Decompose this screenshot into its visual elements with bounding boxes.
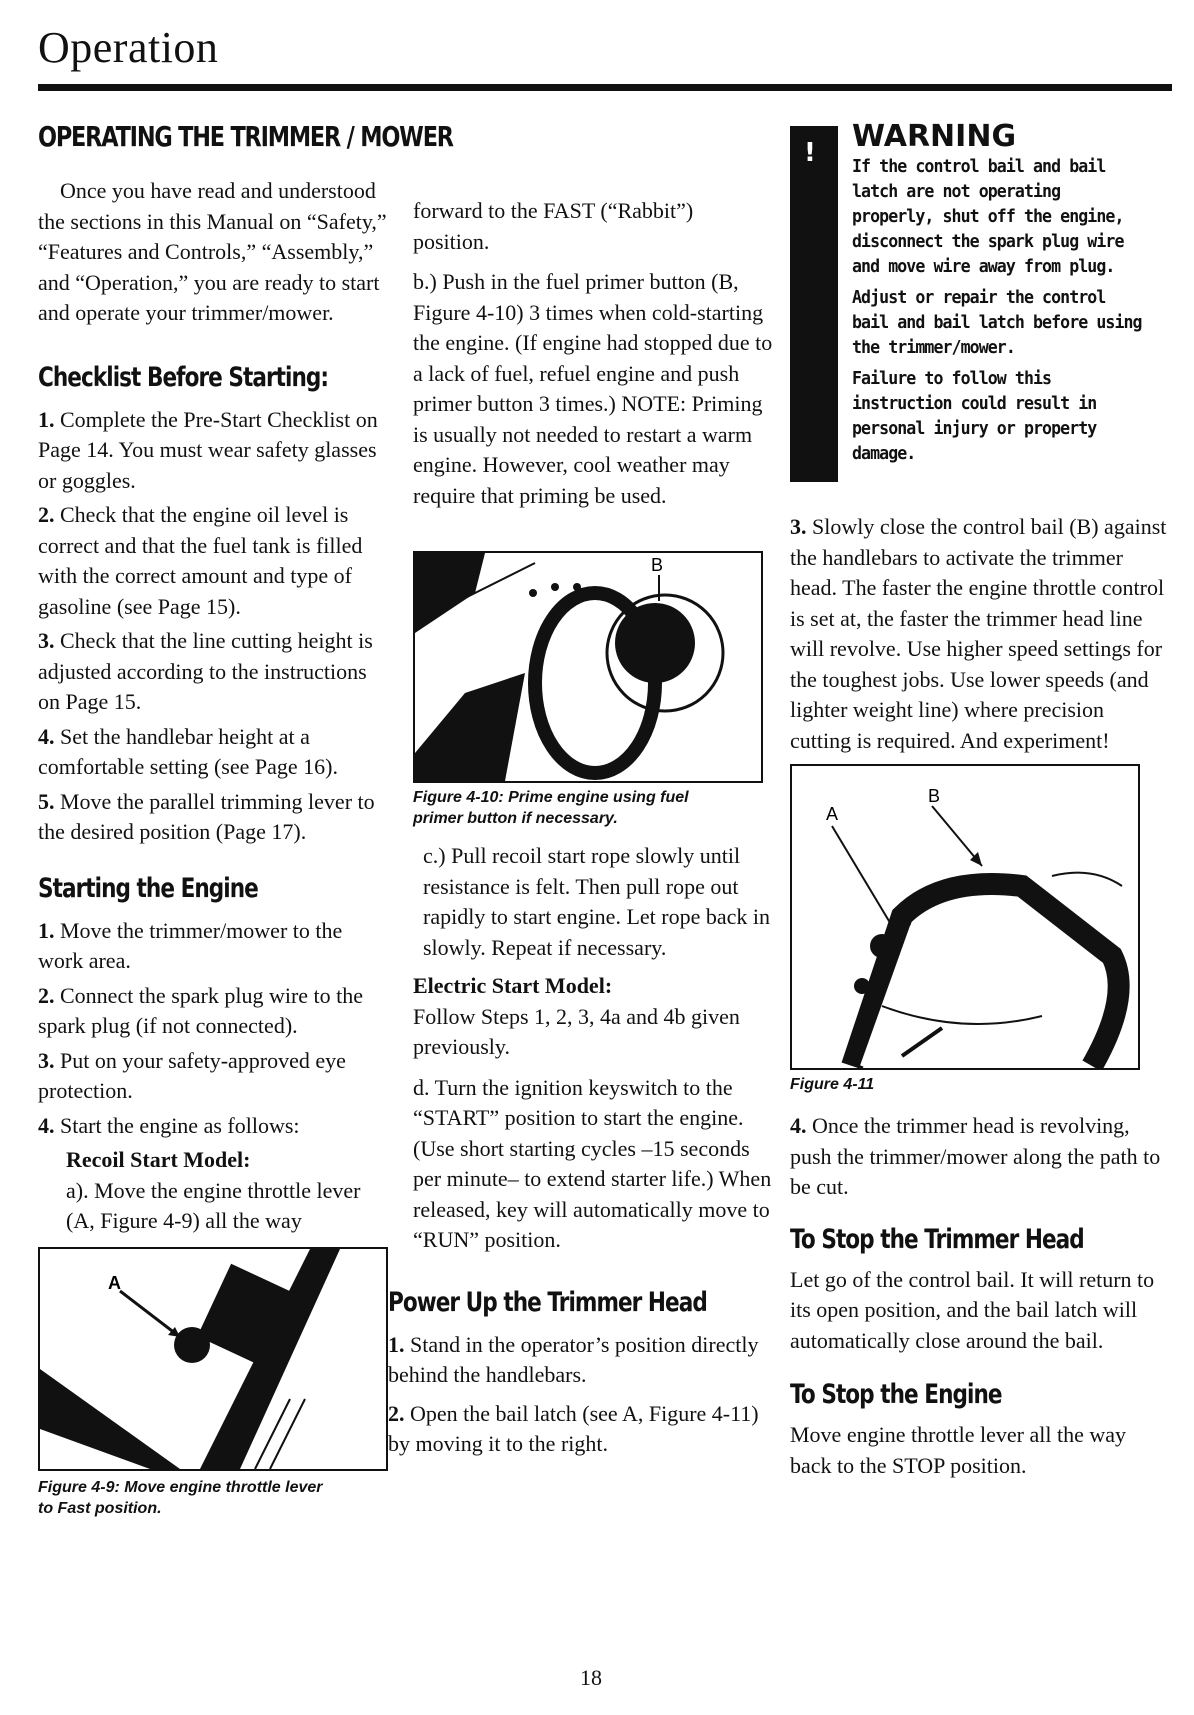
- list-item: 2. Check that the engine oil level is correct and that the fuel tank is filled with the correct amount and type of gasoline (see Page 15).: [38, 502, 363, 619]
- list-item: 3. Put on your safety-approved eye protection.: [38, 1047, 346, 1103]
- stop-engine-text: Move engine throttle lever all the way back to the STOP position.: [790, 1422, 1126, 1478]
- starting-heading: Starting the Engine: [38, 872, 258, 904]
- list-item: 2. Connect the spark plug wire to the spark plug (if not connected).: [38, 982, 364, 1038]
- recoil-heading: Recoil Start Model:: [66, 1147, 251, 1172]
- list-item: 1. Move the trimmer/mower to the work area.: [38, 917, 343, 973]
- figure-4-10-caption: Figure 4-10: Prime engine using fuel primer button if necessary.: [413, 789, 689, 827]
- figure-4-11-label-b: B: [928, 786, 941, 806]
- exclamation-icon: !: [804, 138, 816, 168]
- starting-list: [38, 916, 388, 1142]
- list-item: 1. Stand in the operator’s position directly behind the handlebars.: [388, 1331, 759, 1387]
- list-item: 5. Move the parallel trimming lever to the desired position (Page 17).: [38, 788, 375, 844]
- figure-4-9-caption: Figure 4-9: Move engine throttle lever to Fast position.: [38, 1478, 323, 1517]
- warning-text-2: Adjust or repair the control bail and bail latch before using the trimmer/mower.: [852, 287, 1142, 358]
- title-rule: [38, 84, 1172, 91]
- warning-box: [790, 120, 1170, 466]
- electric-heading: Electric Start Model:: [413, 973, 613, 998]
- intro-paragraph: Once you have read and understood the sections in this Manual on “Safety,” “Features and Controls,” “Assembly,” and “Operation,” you are ready to start and operate your trimmer/mower.: [38, 178, 387, 325]
- list-item: 4. Set the handlebar height at a comfortable setting (see Page 16).: [38, 723, 338, 779]
- column-3: [790, 120, 1170, 1481]
- page-number: 18: [580, 1665, 602, 1690]
- warning-text-1: If the control bail and bail latch are not operating properly, shut off the engine, disconnect the spark plug wire and move wire away from plug.: [852, 156, 1124, 277]
- figure-4-11-illustration: [792, 766, 1138, 1068]
- column-1: [38, 120, 453, 1519]
- recoil-step-a: a). Move the engine throttle lever (A, Figure 4-9) all the way: [66, 1177, 361, 1233]
- electric-text: Follow Steps 1, 2, 3, 4a and 4b given previously.: [413, 1003, 740, 1059]
- recoil-step-b: b.) Push in the fuel primer button (B, Figure 4-10) 3 times when cold-starting the engine. (If engine had stopped due to a lack of fuel, refuel engine and push primer button 3 times.) NOTE: Priming is usually not needed to restart a warm engine. However, cool weather may require that priming be used.: [413, 269, 773, 508]
- figure-4-9-label-a: A: [108, 1272, 121, 1293]
- power-up-list: [388, 1330, 773, 1460]
- recoil-step-a-continued: forward to the FAST (“Rabbit”) position.: [413, 198, 694, 254]
- list-item: 2. Open the bail latch (see A, Figure 4-11) by moving it to the right.: [388, 1400, 759, 1456]
- electric-step-d: d. Turn the ignition keyswitch to the “START” position to start the engine. (Use short starting cycles –15 seconds per minute– to extend starter life.) When released, key will automatically move to “RUN” position.: [413, 1074, 772, 1252]
- figure-4-9: [38, 1247, 388, 1471]
- warning-bar: [790, 126, 838, 482]
- power-step-3: 3. Slowly close the control bail (B) against the handlebars to activate the trimmer head. The faster the engine throttle control is set at, the faster the trimmer head line will revolve. Use higher speed settings for the toughest jobs. Use lower speeds (and lighter weight line) where precision cutting is required. And experiment!: [790, 514, 1167, 753]
- power-up-heading: Power Up the Trimmer Head: [388, 1286, 707, 1318]
- list-item: 3. Check that the line cutting height is adjusted according to the instructions on Page 15.: [38, 628, 373, 714]
- figure-4-9-illustration: [40, 1249, 386, 1469]
- figure-4-11: [790, 764, 1140, 1070]
- list-item: 4. Start the engine as follows:: [38, 1112, 300, 1138]
- page-title: Operation: [38, 23, 219, 72]
- stop-trimmer-heading: To Stop the Trimmer Head: [790, 1223, 1084, 1255]
- checklist-heading: Checklist Before Starting:: [38, 361, 329, 393]
- checklist: [38, 405, 388, 848]
- power-step-4: 4. Once the trimmer head is revolving, push the trimmer/mower along the path to be cut.: [790, 1113, 1161, 1199]
- list-item: 1. Complete the Pre-Start Checklist on Page 14. You must wear safety glasses or goggles.: [38, 406, 378, 493]
- section-heading: OPERATING THE TRIMMER / MOWER: [38, 120, 453, 153]
- stop-trimmer-text: Let go of the control bail. It will return to its open position, and the bail latch will automatically close around the bail.: [790, 1266, 1155, 1353]
- stop-engine-heading: To Stop the Engine: [790, 1379, 1002, 1410]
- figure-4-10-label-b: B: [651, 555, 664, 575]
- warning-text-3: Failure to follow this instruction could result in personal injury or property damage.: [852, 368, 1097, 464]
- warning-title: WARNING: [852, 119, 1017, 154]
- figure-4-10-illustration: [415, 553, 761, 781]
- recoil-step-c: c.) Pull recoil start rope slowly until resistance is felt. Then pull rope out rapidly to start engine. Let rope back in slowly. Repeat if necessary.: [423, 843, 770, 960]
- figure-4-11-label-a: A: [826, 804, 839, 824]
- figure-4-10: [413, 551, 763, 783]
- figure-4-11-caption: Figure 4-11: [790, 1076, 875, 1093]
- column-2: [388, 196, 773, 1460]
